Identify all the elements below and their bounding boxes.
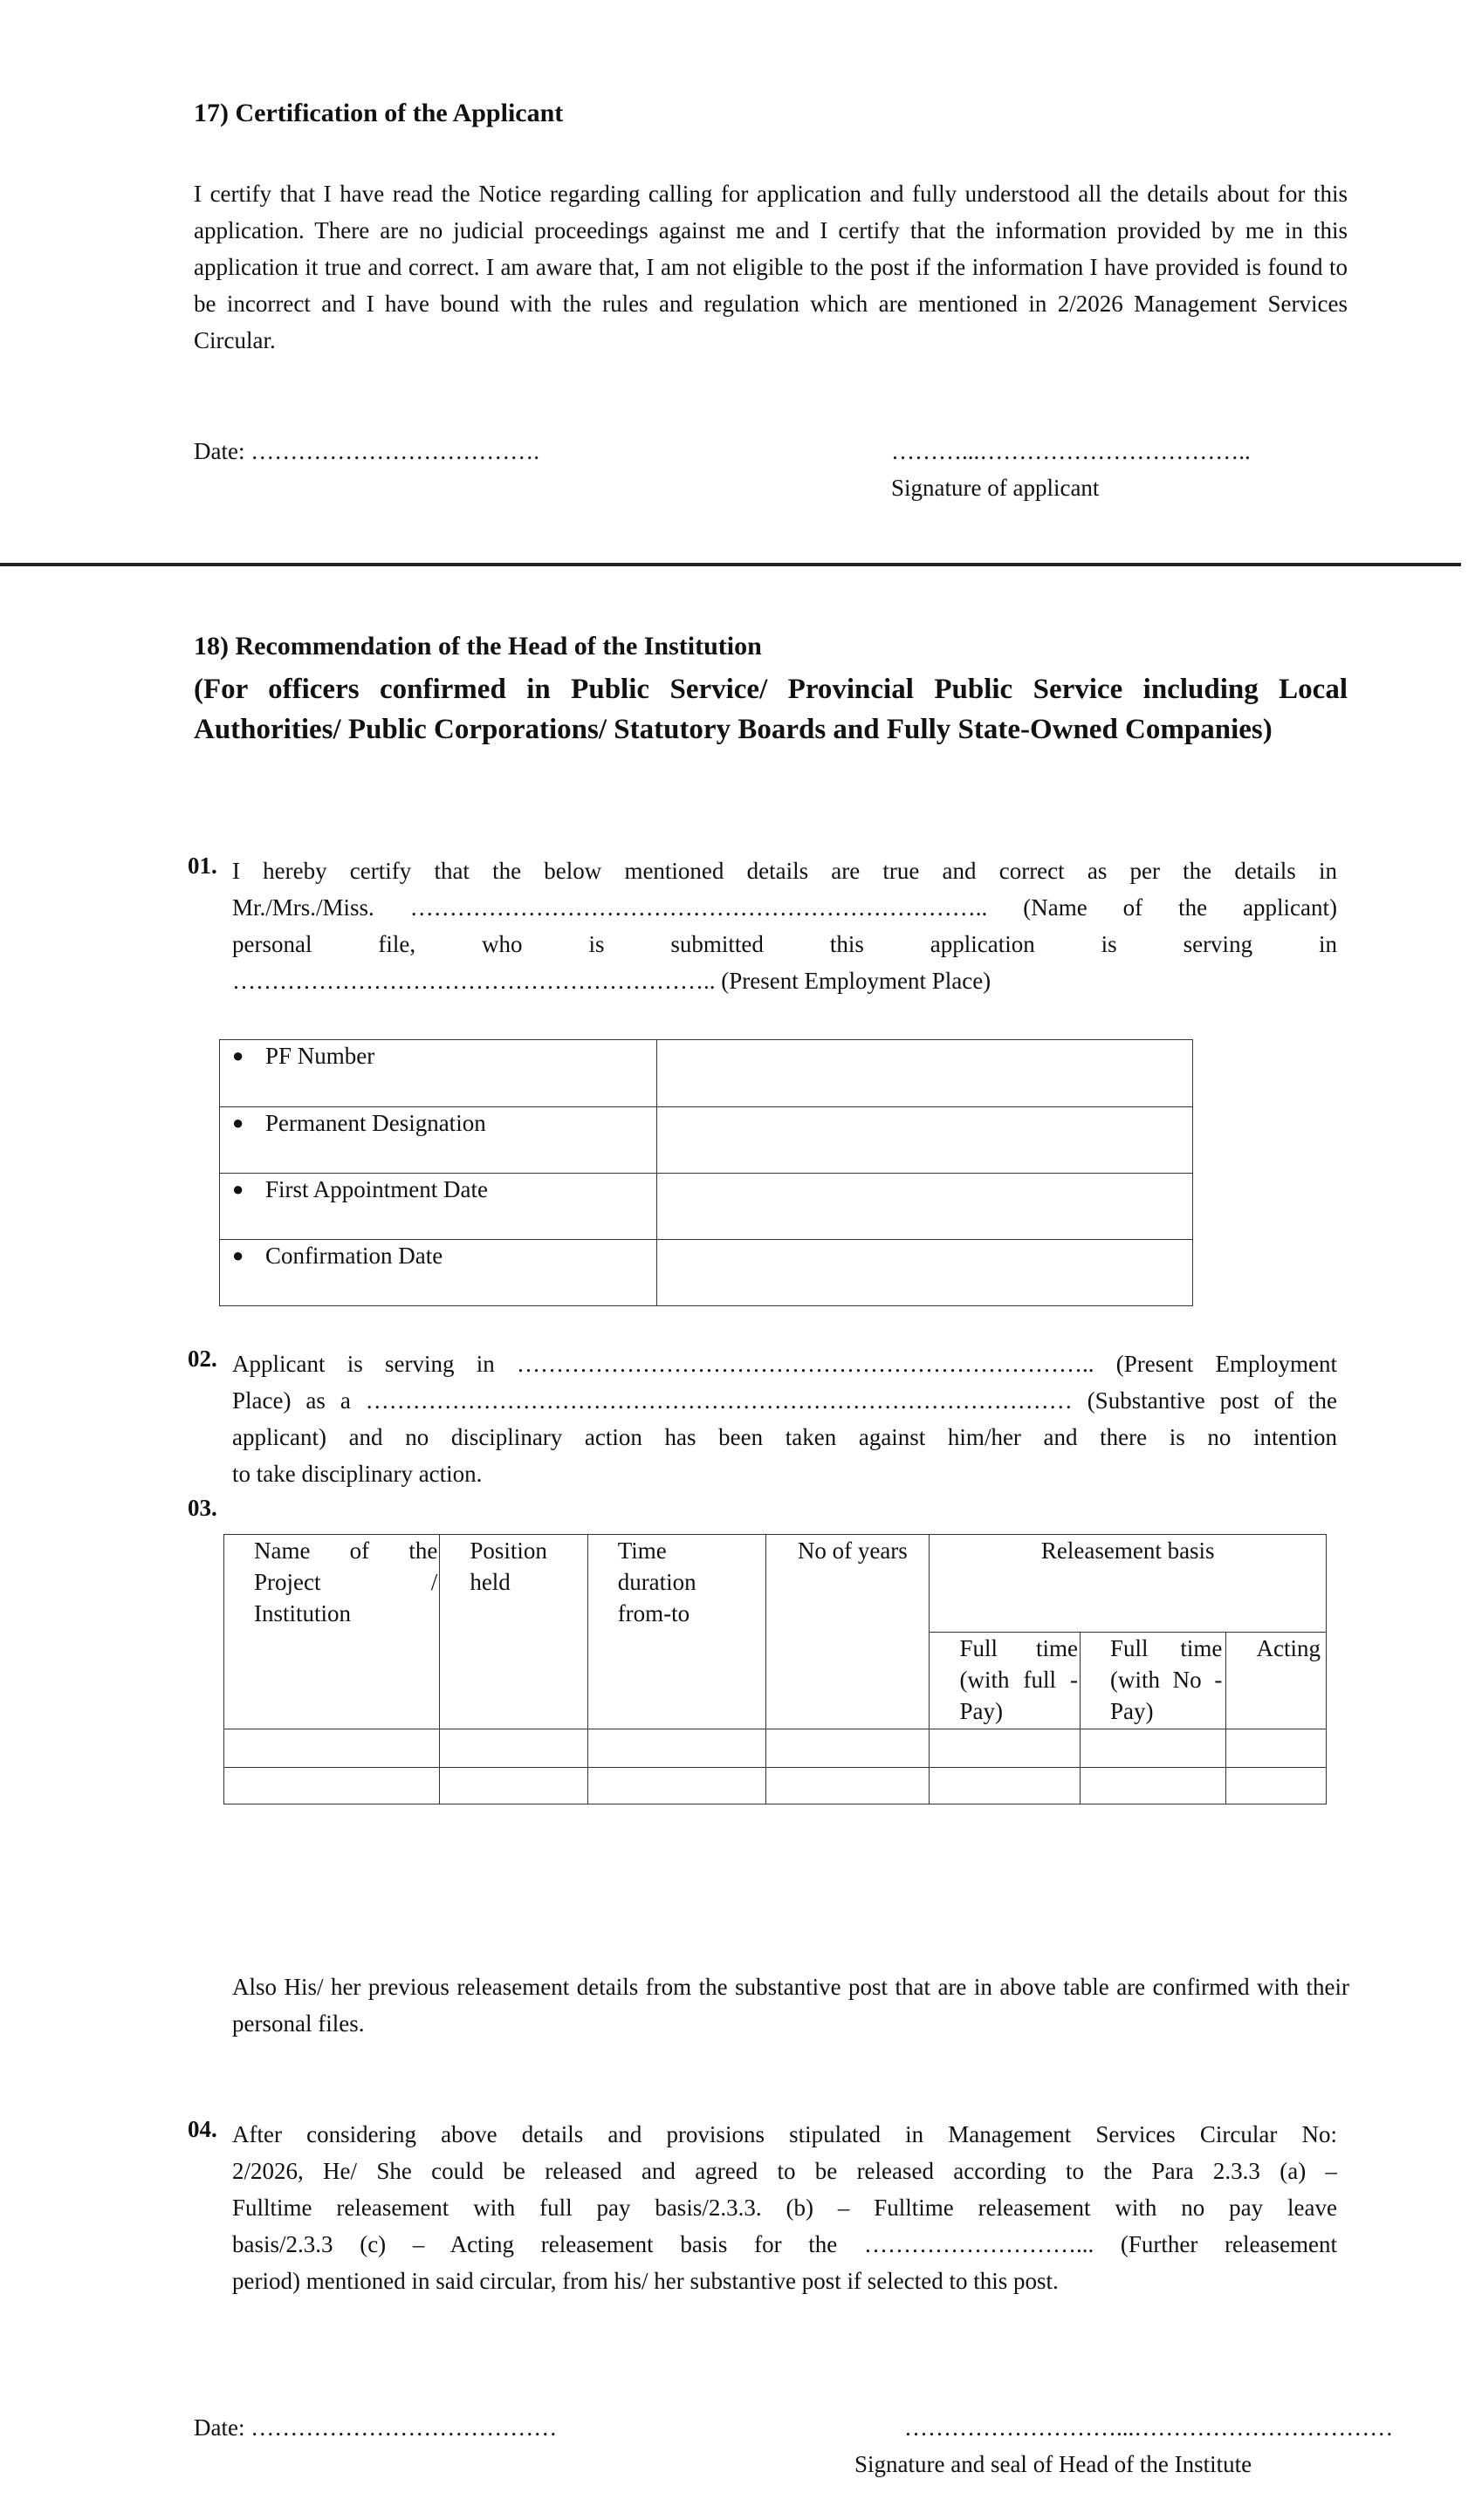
item-04-line3: Fulltime releasement with full pay basis/2.3.3. (b) – Fulltime releasement with no pay leave: [232, 2195, 1337, 2221]
info-label-cell: ● PF Number: [220, 1040, 657, 1107]
table-cell[interactable]: [765, 1768, 930, 1804]
item-04-line4: basis/2.3.3 (c) – Acting releasement basis for the ………………………... (Further releasement: [232, 2231, 1337, 2257]
header-text: Name of the: [254, 1537, 438, 1564]
table-row: [220, 1240, 1193, 1306]
officer-info-table: [219, 1039, 1193, 1306]
info-label: Permanent Designation: [265, 1110, 486, 1136]
item-04-number: 04.: [188, 2116, 217, 2142]
head-date-field: Date: …………………………………: [194, 2414, 558, 2441]
item-02-line1: Applicant is serving in ……………………………………………………………….. (Present Employment: [232, 1351, 1337, 1377]
item-01-line3: personal file, who is submitted this application is serving in: [232, 931, 1337, 957]
head-signature-line: ………………………...……………………………: [904, 2414, 1394, 2441]
applicant-signature-line: ………...……………………………..: [891, 438, 1251, 464]
table-row: [224, 1535, 1327, 1633]
item-01-line2: Mr./Mrs./Miss. ……………………………………………………………….. (Name of the applicant): [232, 894, 1337, 921]
section-17-title: 17) Certification of the Applicant: [194, 99, 564, 127]
item-01-number: 01.: [188, 853, 217, 879]
info-label-cell: ● First Appointment Date: [220, 1174, 657, 1240]
header-releasement-basis: [930, 1535, 1327, 1633]
applicant-date-field: Date: ……………………………….: [194, 438, 539, 464]
section-divider: [0, 563, 1461, 566]
header-text: Releasement basis: [1040, 1537, 1215, 1564]
table-cell[interactable]: [440, 1729, 587, 1768]
releasement-table: [223, 1534, 1327, 1804]
info-label: First Appointment Date: [265, 1176, 488, 1202]
header-time-duration: [587, 1535, 765, 1729]
item-04-line5: period) mentioned in said circular, from his/ her substantive post if selected to this post.: [232, 2268, 1059, 2294]
table-cell[interactable]: [587, 1729, 765, 1768]
confirmation-date-value-cell[interactable]: [657, 1240, 1193, 1306]
header-text: Full time (with full -Pay): [959, 1635, 1078, 1724]
applicant-signature-label: Signature of applicant: [891, 475, 1100, 501]
table-row: [224, 1729, 1327, 1768]
item-04-line2: 2/2026, He/ She could be released and agreed to be released according to the Para 2.3.3 (a) –: [232, 2158, 1337, 2184]
table-row: [224, 1768, 1327, 1804]
releasement-confirmation-paragraph: Also His/ her previous releasement details from the substantive post that are in above table are confirmed with their personal files.: [232, 1974, 1349, 2037]
item-04-line1: After considering above details and provisions stipulated in Management Services Circular No:: [232, 2121, 1337, 2147]
info-label-cell: ● Permanent Designation: [220, 1107, 657, 1174]
section-18-title: 18) Recommendation of the Head of the Institution: [194, 632, 762, 661]
table-cell[interactable]: [930, 1768, 1081, 1804]
table-cell[interactable]: [224, 1729, 440, 1768]
table-cell[interactable]: [224, 1768, 440, 1804]
table-cell[interactable]: [1080, 1729, 1225, 1768]
table-cell[interactable]: [1226, 1729, 1327, 1768]
head-signature-label: Signature and seal of Head of the Institute: [854, 2451, 1252, 2477]
appointment-date-value-cell[interactable]: [657, 1174, 1193, 1240]
header-text: Acting: [1256, 1635, 1321, 1661]
header-no-of-years: [765, 1535, 930, 1729]
table-row: [220, 1107, 1193, 1174]
table-row: [220, 1040, 1193, 1107]
table-row: [220, 1174, 1193, 1240]
table-cell[interactable]: [440, 1768, 587, 1804]
item-01-line4: …………………………………………………….. (Present Employment Place): [232, 968, 991, 994]
table-cell[interactable]: [587, 1768, 765, 1804]
header-text: Institution: [254, 1600, 352, 1626]
header-text: Position held: [470, 1537, 547, 1595]
table-cell[interactable]: [930, 1729, 1081, 1768]
table-cell[interactable]: [765, 1729, 930, 1768]
table-cell[interactable]: [1080, 1768, 1225, 1804]
header-fulltime-no-pay: [1080, 1633, 1225, 1729]
header-text: Time duration from-to: [617, 1537, 696, 1626]
item-02-number: 02.: [188, 1346, 217, 1372]
table-cell[interactable]: [1226, 1768, 1327, 1804]
item-02-line3: applicant) and no disciplinary action has been taken against him/her and there is no intention: [232, 1424, 1337, 1450]
certification-paragraph: I certify that I have read the Notice regarding calling for application and fully understood all the details about for this application. There are no judicial proceedings against me and I certify that the information provided by me in this application it true and correct. I am aware that, I am not eligible to the post if the information I have provided is found to be incorrect and I have bound with the rules and regulation which are mentioned in 2/2026 Management Services Circular.: [194, 181, 1348, 353]
item-02-line4: to take disciplinary action.: [232, 1461, 483, 1487]
header-project-institution: [224, 1535, 440, 1729]
header-acting: [1226, 1633, 1327, 1729]
item-02-line2: Place) as a ……………………………………………………………………………… (Substantive post of the: [232, 1387, 1337, 1414]
header-text: Full time (with No -Pay): [1109, 1635, 1223, 1724]
section-18-subtitle: (For officers confirmed in Public Service/ Provincial Public Service including Local Authorities/ Public Corporations/ Statutory Boards and Fully State-Owned Companies): [194, 674, 1348, 745]
header-text: Project /: [254, 1569, 438, 1595]
header-position-held: [440, 1535, 587, 1729]
designation-value-cell[interactable]: [657, 1107, 1193, 1174]
info-label: Confirmation Date: [265, 1243, 443, 1269]
header-fulltime-full-pay: [930, 1633, 1081, 1729]
header-text: No of years: [797, 1537, 908, 1564]
pf-number-value-cell[interactable]: [657, 1040, 1193, 1107]
item-01-line1: I hereby certify that the below mentioned details are true and correct as per the details in: [232, 858, 1337, 884]
info-label-cell: ● Confirmation Date: [220, 1240, 657, 1306]
info-label: PF Number: [265, 1043, 375, 1069]
item-03-number: 03.: [188, 1495, 217, 1521]
